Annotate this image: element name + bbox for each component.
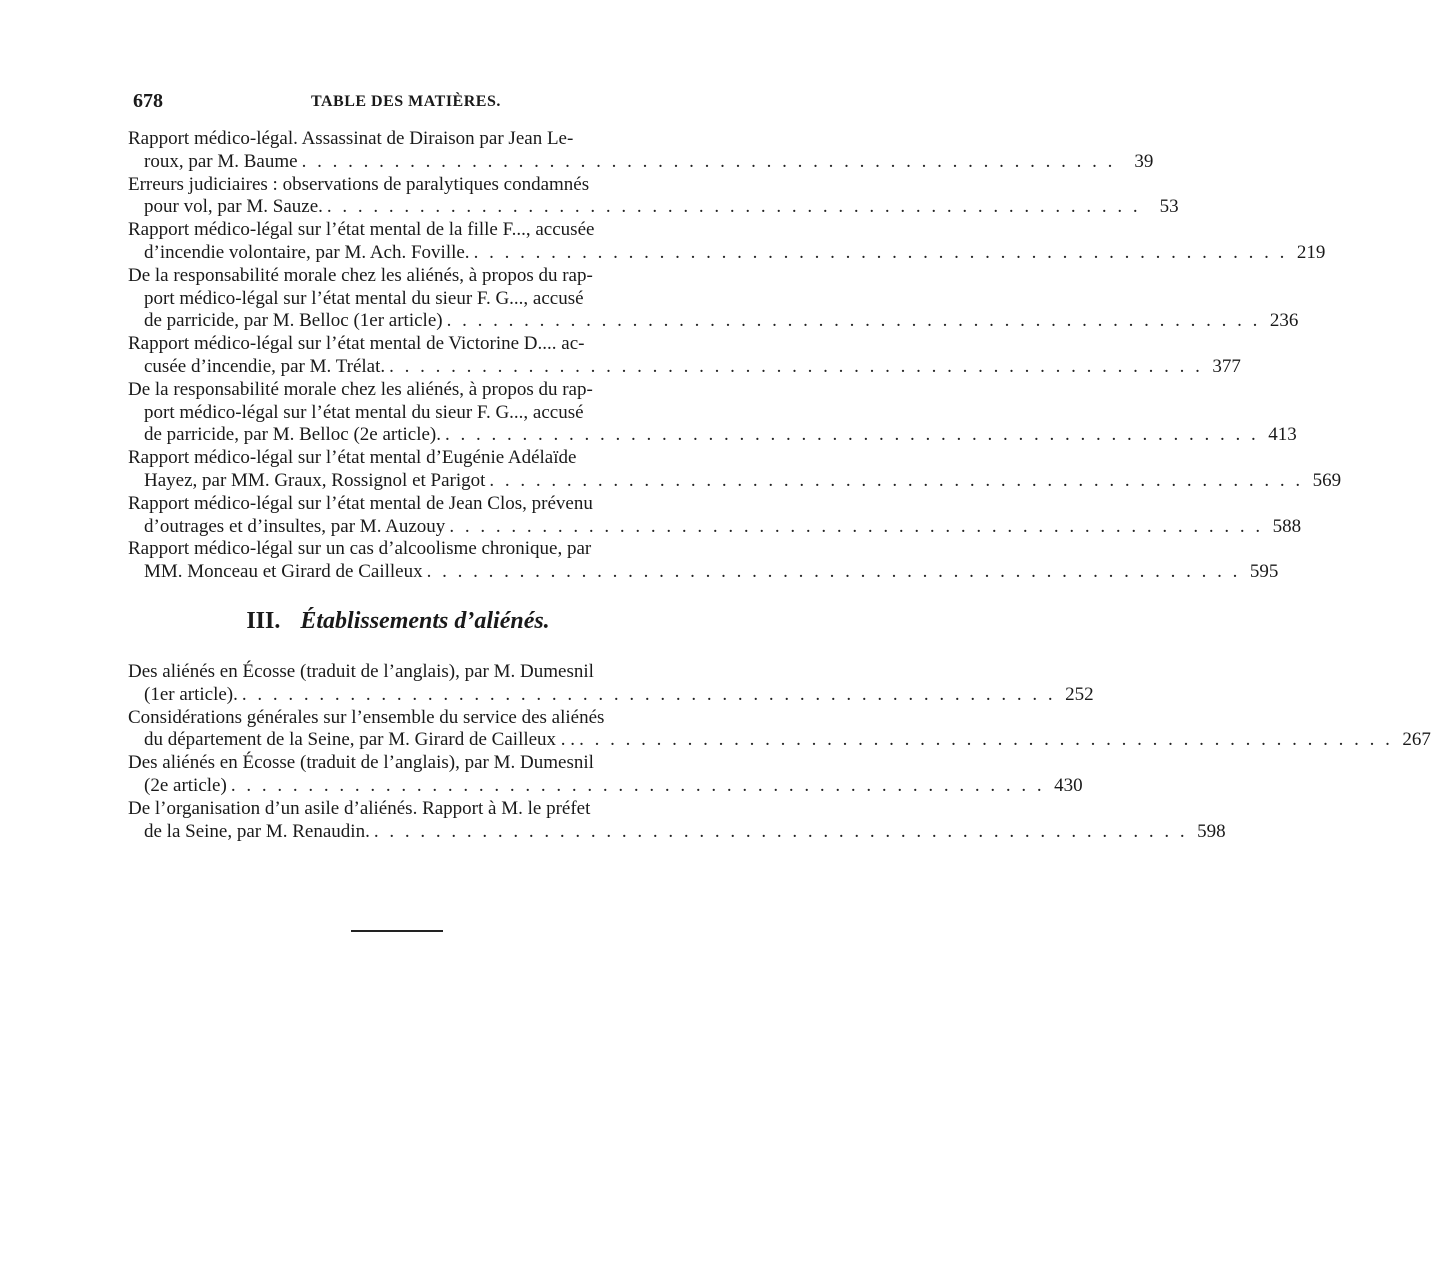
toc-entry-line: Rapport médico-légal sur un cas d’alcoolisme chronique, par [128, 538, 592, 560]
toc-entry-line: port médico-légal sur l’état mental du sieur F. G..., accusé [144, 287, 584, 309]
toc-entry [128, 538, 1279, 584]
toc-entry-line: port médico-légal sur l’état mental du sieur F. G..., accusé [144, 401, 584, 423]
dot-leader: . . . . . . . . . . . . . . . . . . . . . . . . . . . . . . . . . . . . . . . . . . . . . . . . . . . . . [326, 196, 1141, 218]
page-header [133, 90, 668, 118]
toc-page-number: 252 [1065, 683, 1094, 705]
toc-entry-last-line [128, 196, 1179, 219]
dot-leader: . . . . . . . . . . . . . . . . . . . . . . . . . . . . . . . . . . . . . . . . . . . . . . . . . . . . . [230, 774, 1045, 796]
toc-entry-text: (1er article). [144, 683, 238, 705]
toc-entry-last-line [128, 515, 1302, 539]
toc-entry-line: Des aliénés en Écosse (traduit de l’anglais), par M. Dumesnil [128, 752, 594, 774]
toc-page-number: 53 [1159, 196, 1179, 218]
toc-entry-last-line [128, 424, 1297, 447]
toc-list-reports [128, 128, 1342, 584]
dot-leader: . . . . . . . . . . . . . . . . . . . . . . . . . . . . . . . . . . . . . . . . . . . . . . . . . . . . . [445, 424, 1259, 446]
toc-entry [128, 492, 1302, 539]
toc-entry-line: De l’organisation d’un asile d’aliénés. Rapport à M. le préfet [128, 797, 591, 819]
toc-entry [128, 378, 1297, 447]
toc-entry-text: d’outrages et d’insultes, par M. Auzouy [144, 515, 446, 537]
toc-entry-text: d’incendie volontaire, par M. Ach. Foville. [144, 241, 470, 263]
toc-page-number: 377 [1212, 355, 1241, 377]
dot-leader: . . . . . . . . . . . . . . . . . . . . . . . . . . . . . . . . . . . . . . . . . . . . . . . . . . . . . [446, 310, 1261, 332]
toc-page-number: 588 [1272, 515, 1302, 537]
toc-entry [128, 661, 1094, 707]
toc-entry-text: cusée d’incendie, par M. Trélat. [144, 355, 386, 377]
toc-entry-last-line [128, 729, 1431, 752]
dot-leader: . . . . . . . . . . . . . . . . . . . . . . . . . . . . . . . . . . . . . . . . . . . . . . . . . . . . . [579, 729, 1393, 751]
toc-entry-line: De la responsabilité morale chez les aliénés, à propos du rap- [128, 378, 593, 400]
toc-page-number: 267 [1402, 729, 1431, 751]
toc-entry-line: Rapport médico-légal sur l’état mental de Jean Clos, prévenu [128, 492, 593, 514]
toc-entry-last-line [128, 774, 1083, 798]
toc-entry-last-line [128, 561, 1279, 584]
toc-page-number: 413 [1268, 424, 1297, 446]
toc-page-number: 569 [1312, 469, 1342, 491]
dot-leader: . . . . . . . . . . . . . . . . . . . . . . . . . . . . . . . . . . . . . . . . . . . . . . . . . . . . . [241, 683, 1056, 705]
toc-entry-line: De la responsabilité morale chez les aliénés, à propos du rap- [128, 264, 593, 286]
toc-entry-line: Rapport médico-légal sur l’état mental d’Eugénie Adélaïde [128, 447, 577, 469]
toc-entry [128, 797, 1226, 844]
dot-leader: . . . . . . . . . . . . . . . . . . . . . . . . . . . . . . . . . . . . . . . . . . . . . . . . . . . . . [426, 561, 1241, 583]
dot-leader: . . . . . . . . . . . . . . . . . . . . . . . . . . . . . . . . . . . . . . . . . . . . . . . . . . . . . [301, 150, 1116, 172]
toc-entry-last-line [128, 150, 1154, 174]
toc-entry-last-line [128, 310, 1299, 333]
toc-page-number: 39 [1134, 150, 1154, 172]
toc-entry-text: Hayez, par MM. Graux, Rossignol et Parigot [144, 469, 486, 491]
toc-page-number: 595 [1249, 561, 1279, 583]
section-number: III. [246, 608, 281, 634]
toc-entry [128, 128, 1154, 174]
toc-entry-last-line [128, 683, 1094, 707]
toc-entry-text: de la Seine, par M. Renaudin. [144, 820, 370, 842]
toc-entry-text: (2e article) [144, 774, 227, 796]
toc-entry-last-line [128, 355, 1241, 379]
toc-entry-text: de parricide, par M. Belloc (2e article). [144, 424, 441, 446]
toc-entry-last-line [128, 469, 1342, 493]
toc-entry-last-line [128, 820, 1226, 844]
section-title: Établissements d’aliénés. [300, 608, 550, 634]
running-title: TABLE DES MATIÈRES. [311, 93, 501, 110]
toc-entry-text: roux, par M. Baume [144, 150, 298, 172]
page-number: 678 [133, 90, 163, 112]
toc-entry-line: Rapport médico-légal sur l’état mental de Victorine D.... ac- [128, 333, 585, 355]
toc-page-number: 236 [1269, 310, 1299, 332]
dot-leader: . . . . . . . . . . . . . . . . . . . . . . . . . . . . . . . . . . . . . . . . . . . . . . . . . . . . . [489, 469, 1304, 491]
toc-list-establishments [128, 661, 1431, 843]
toc-entry [128, 706, 1431, 753]
toc-entry [128, 219, 1326, 265]
toc-entry-line: Rapport médico-légal sur l’état mental de la fille F..., accusée [128, 219, 595, 241]
dot-leader: . . . . . . . . . . . . . . . . . . . . . . . . . . . . . . . . . . . . . . . . . . . . . . . . . . . . . [473, 241, 1288, 263]
toc-entry [128, 752, 1083, 798]
toc-entry [128, 173, 1179, 220]
dot-leader: . . . . . . . . . . . . . . . . . . . . . . . . . . . . . . . . . . . . . . . . . . . . . . . . . . . . . [373, 820, 1188, 842]
toc-entry-line: Rapport médico-légal. Assassinat de Diraison par Jean Le- [128, 128, 574, 149]
dot-leader: . . . . . . . . . . . . . . . . . . . . . . . . . . . . . . . . . . . . . . . . . . . . . . . . . . . . . [389, 355, 1203, 377]
section-heading [128, 608, 668, 635]
dot-leader: . . . . . . . . . . . . . . . . . . . . . . . . . . . . . . . . . . . . . . . . . . . . . . . . . . . . . [449, 515, 1264, 537]
toc-entry [128, 447, 1342, 493]
toc-entry [128, 264, 1299, 333]
toc-page-number: 219 [1296, 241, 1326, 263]
toc-entry-line: Des aliénés en Écosse (traduit de l’anglais), par M. Dumesnil [128, 661, 594, 682]
closing-rule [351, 930, 443, 932]
toc-entry-text: de parricide, par M. Belloc (1er article) [144, 310, 443, 332]
toc-entry-line: Erreurs judiciaires : observations de paralytiques condamnés [128, 173, 590, 195]
toc-entry-last-line [128, 241, 1326, 265]
toc-entry-text: MM. Monceau et Girard de Cailleux [144, 561, 423, 583]
toc-entry-text: pour vol, par M. Sauze. [144, 196, 323, 218]
toc-page-number: 598 [1197, 820, 1226, 842]
toc-entry-line: Considérations générales sur l’ensemble du service des aliénés [128, 706, 605, 728]
toc-page-number: 430 [1054, 774, 1083, 796]
toc-entry-text: du département de la Seine, par M. Girard de Cailleux . . [144, 729, 576, 751]
toc-entry [128, 333, 1241, 379]
